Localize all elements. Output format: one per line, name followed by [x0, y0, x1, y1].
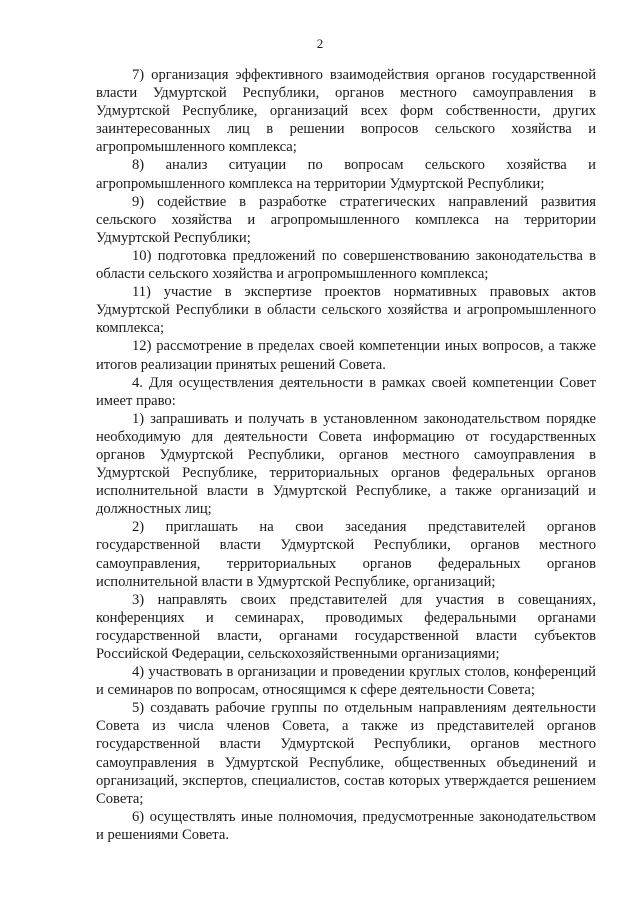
- paragraph-item-8: 8) анализ ситуации по вопросам сельского хозяйства и агропромышленного комплекса на территории Удмуртской Республики;: [96, 157, 596, 192]
- page-number: 2: [316, 36, 324, 51]
- paragraph-right-1: 1) запрашивать и получать в установленном законодательством порядке необходимую для деятельности Совета информацию от государственных органов Удмуртской Республики, органов местного самоуправления в Удмуртской Республике, территориальных органов федеральных органов исполнительной власти в Удмуртской Республике, а также организаций и должностных лиц;: [96, 410, 596, 518]
- paragraph-item-7: 7) организация эффективного взаимодействия органов государственной власти Удмуртской Республики, органов местного самоуправления в Удмуртской Республике, организаций всех форм собственности, других заинтересованных лиц в решении вопросов сельского хозяйства и агропромышленного комплекса;: [96, 67, 596, 156]
- paragraph-item-11: 11) участие в экспертизе проектов нормативных правовых актов Удмуртской Республики в области сельского хозяйства и агропромышленного комплекса;: [96, 284, 596, 337]
- paragraph-item-9: 9) содействие в разработке стратегических направлений развития сельского хозяйства и агропромышленного комплекса на территории Удмуртской Республики;: [96, 193, 596, 246]
- paragraph-item-10: 10) подготовка предложений по совершенствованию законодательства в области сельского хозяйства и агропромышленного комплекса;: [96, 247, 596, 283]
- paragraph-right-4: 4) участвовать в организации и проведении круглых столов, конференций и семинаров по вопросам, относящимся к сфере деятельности Совета;: [96, 664, 596, 699]
- paragraph-right-3: 3) направлять своих представителей для участия в совещаниях, конференциях и семинарах, проводимых федеральными органами государственной власти, органами государственной власти субъектов Российской Федерации, сельскохозяйственными организациями;: [96, 591, 596, 662]
- paragraph-right-2: 2) приглашать на свои заседания представителей органов государственной власти Удмуртской Республики, органов местного самоуправления, территориальных органов федеральных органов исполнительной власти в Удмуртской Республике, организаций;: [96, 519, 596, 590]
- paragraph-right-6: 6) осуществлять иные полномочия, предусмотренные законодательством и решениями Совета.: [96, 808, 596, 843]
- paragraph-right-5: 5) создавать рабочие группы по отдельным направлениям деятельности Совета из числа членов Совета, а также из представителей органов государственной власти Удмуртской Республики, органов местного самоуправления в Удмуртской Республике, общественных объединений и организаций, экспертов, специалистов, состав которых утверждается решением Совета;: [96, 700, 596, 807]
- paragraph-section-4: 4. Для осуществления деятельности в рамках своей компетенции Совет имеет право:: [96, 374, 596, 409]
- document-body: [96, 66, 596, 844]
- paragraph-item-12: 12) рассмотрение в пределах своей компетенции иных вопросов, а также итогов реализации принятых решений Совета.: [96, 338, 596, 373]
